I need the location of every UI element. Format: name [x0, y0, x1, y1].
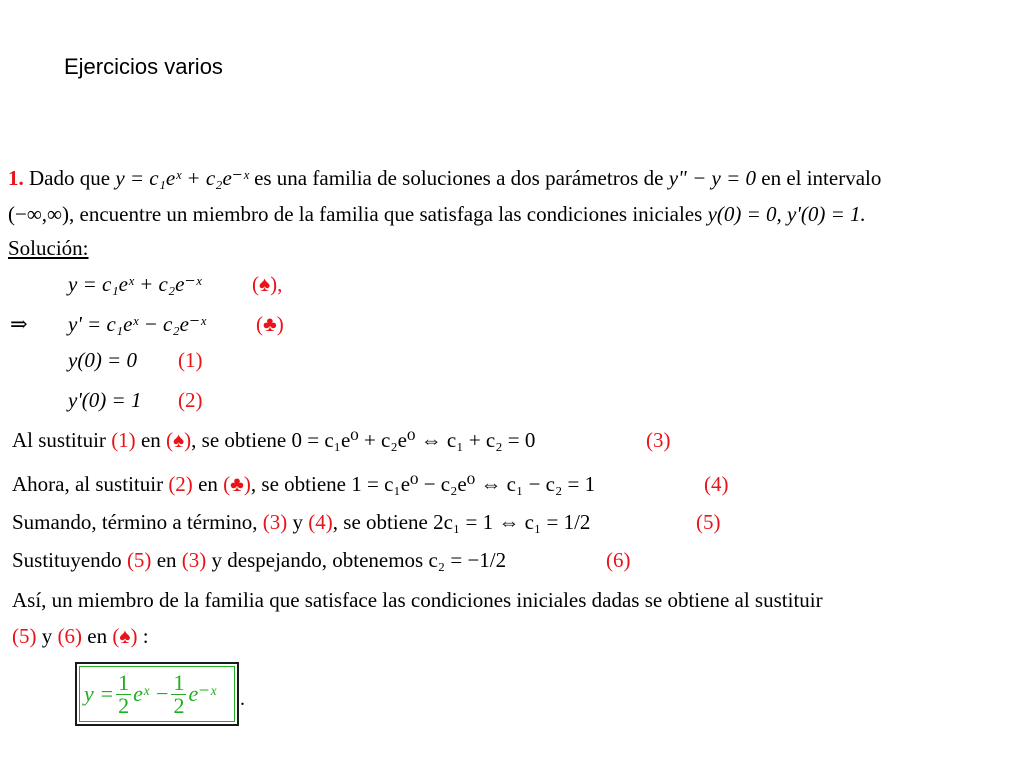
step-6-ref-2: (6) — [57, 624, 82, 648]
tag-1: (1) — [178, 348, 203, 372]
solution-heading: Solución: — [8, 236, 89, 260]
answer-period: . — [240, 688, 245, 710]
step-2-ref-1: (2) — [168, 472, 193, 496]
solution-line-1 — [68, 270, 202, 298]
answer-term-2: e⁻ˣ — [188, 681, 217, 706]
step-3-ref-2: (4) — [308, 510, 333, 534]
problem-text-a: Dado que — [29, 166, 111, 190]
step-3 — [12, 508, 590, 536]
step-4-ref-2: (3) — [181, 548, 207, 572]
problem-line-2 — [8, 200, 866, 228]
initial-conditions: y(0) = 0, y'(0) = 1. — [707, 202, 866, 226]
step-4-text-c: y despejando, obtenemos c₂ = −1/2 — [211, 548, 507, 572]
step-1-ref-1: (1) — [111, 428, 136, 452]
step-4-text-b: en — [156, 548, 177, 572]
step-3-text-c: , se obtiene 2c₁ = 1 ⇔ c₁ = 1/2 — [332, 510, 591, 534]
family-formula: y = c₁eˣ + c₂e⁻ˣ — [115, 166, 249, 190]
solution-line-4 — [68, 386, 141, 414]
step-2-ref-2: (♣) — [223, 472, 251, 496]
fraction-2 — [171, 669, 186, 718]
tag-6: (6) — [606, 548, 631, 572]
step-6-text-c: en — [87, 624, 108, 648]
condition-1: y(0) = 0 — [68, 348, 137, 372]
solution-line-2 — [68, 310, 206, 338]
step-3-ref-1: (3) — [262, 510, 288, 534]
step-6-ref-3: (♠) — [112, 624, 138, 648]
answer-formula — [79, 666, 235, 722]
step-4 — [12, 546, 506, 574]
step-1-text-c: , se obtiene 0 = c₁e⁰ + c₂e⁰ ⇔ c₁ + c₂ = 0 — [191, 428, 536, 452]
general-solution: y = c₁eˣ + c₂e⁻ˣ — [68, 272, 202, 296]
fraction-2-den: 2 — [173, 692, 185, 718]
problem-line-1 — [8, 164, 881, 192]
derivative-solution: y' = c₁eˣ − c₂e⁻ˣ — [68, 312, 206, 336]
problem-text-d: encuentre un miembro de la familia que satisfaga las condiciones iniciales — [79, 202, 703, 226]
tag-3: (3) — [646, 428, 671, 452]
fraction-1-den: 2 — [118, 692, 130, 718]
slide-title: Ejercicios varios — [64, 54, 223, 79]
step-3-text-a: Sumando, término a término, — [12, 510, 258, 534]
step-1-ref-2: (♠) — [166, 428, 192, 452]
step-5: Así, un miembro de la familia que satisface las condiciones iniciales dadas se obtiene al sustituir — [12, 588, 823, 612]
answer-term-1: eˣ − — [133, 681, 170, 706]
step-3-text-b: y — [292, 510, 304, 534]
implies-symbol: ⇒ — [10, 312, 28, 336]
fraction-1-num: 1 — [118, 669, 130, 695]
step-4-ref-1: (5) — [126, 548, 152, 572]
tag-5: (5) — [696, 510, 721, 534]
step-1-text-a: Al sustituir — [12, 428, 106, 452]
fraction-2-num: 1 — [173, 669, 185, 695]
step-2-text-c: , se obtiene 1 = c₁e⁰ − c₂e⁰ ⇔ c₁ − c₂ = 1 — [250, 472, 596, 496]
step-1 — [12, 426, 535, 454]
step-2-text-a: Ahora, al sustituir — [12, 472, 164, 496]
interval: (−∞,∞), — [8, 202, 75, 226]
step-2-text-b: en — [198, 472, 218, 496]
step-1-text-b: en — [140, 428, 161, 452]
tag-spade: (♠), — [252, 272, 283, 296]
problem-text-b: es una familia de soluciones a dos parámetros de — [254, 166, 664, 190]
tag-club: (♣) — [256, 312, 284, 336]
step-4-text-a: Sustituyendo — [12, 548, 122, 572]
differential-equation: y" − y = 0 — [668, 166, 756, 190]
step-6 — [12, 622, 149, 650]
tag-4: (4) — [704, 472, 729, 496]
step-6-ref-1: (5) — [12, 624, 37, 648]
condition-2: y'(0) = 1 — [68, 388, 142, 412]
step-6-text-b: y — [41, 624, 53, 648]
step-6-text-d: : — [142, 624, 149, 648]
problem-number: 1. — [8, 166, 24, 190]
step-2 — [12, 470, 595, 498]
fraction-1 — [116, 669, 131, 718]
tag-2: (2) — [178, 388, 203, 412]
solution-line-3 — [68, 346, 137, 374]
answer-box — [75, 662, 239, 726]
problem-text-c: en el intervalo — [761, 166, 882, 190]
answer-lhs: y = — [84, 681, 115, 706]
